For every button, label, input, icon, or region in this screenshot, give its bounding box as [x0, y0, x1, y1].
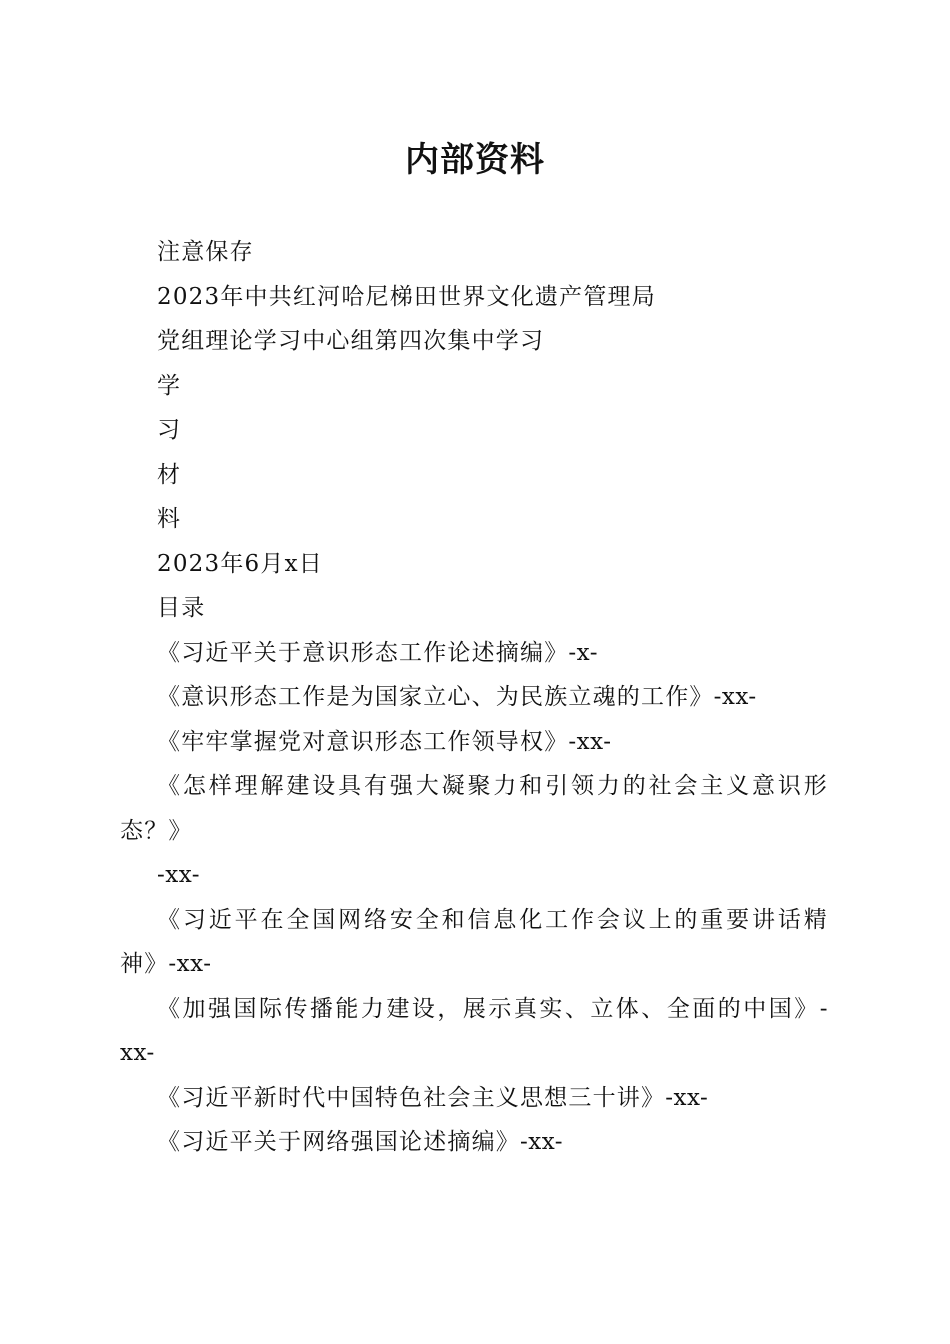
toc-item [120, 675, 828, 720]
vertical-char-2: 习 [157, 417, 182, 443]
toc-item-title: 《牢牢掌握党对意识形态工作领导权》 [157, 728, 569, 755]
toc-item [120, 720, 828, 765]
toc-item-title: 《习近平在全国网络安全和信息化工作会议上的重要讲话精神》 [120, 906, 828, 977]
page-title: 内部资料 [405, 140, 545, 180]
toc-item [120, 898, 828, 987]
toc-item [120, 631, 828, 676]
toc-item-page: -x- [568, 639, 599, 666]
organization-line: 2023年中共红河哈尼梯田世界文化遗产管理局 [157, 283, 656, 310]
toc-item-page: -xx- [168, 951, 212, 977]
toc-item-title: 《怎样理解建设具有强大凝聚力和引领力的社会主义意识形态？》 [120, 773, 828, 844]
toc-heading: 目录 [157, 595, 206, 621]
toc-item-title: 《习近平关于网络强国论述摘编》 [157, 1129, 520, 1155]
toc-item-page-line [120, 853, 828, 898]
toc-item-page: -xx- [157, 862, 201, 888]
vertical-char-1: 学 [157, 372, 182, 399]
toc-item-page: -xx- [520, 1129, 564, 1155]
toc-item-title: 《意识形态工作是为国家立心、为民族立魂的工作》 [157, 684, 714, 710]
toc-item-page: -xx- [713, 684, 757, 710]
notice-line: 注意保存 [157, 239, 254, 265]
toc-item [120, 987, 828, 1076]
toc-item [120, 1076, 828, 1121]
toc-item-title: 《习近平关于意识形态工作论述摘编》 [157, 639, 569, 666]
vertical-char-3: 材 [157, 461, 182, 488]
toc-item [120, 764, 828, 853]
toc-item-title: 《加强国际传播能力建设，展示真实、立体、全面的中国》 [157, 995, 820, 1022]
toc-item-page: -xx- [665, 1084, 709, 1111]
toc-item-page: -xx- [120, 995, 828, 1066]
toc-item [120, 1120, 828, 1165]
toc-item-title: 《习近平新时代中国特色社会主义思想三十讲》 [157, 1084, 666, 1111]
date-line: 2023年6月x日 [157, 550, 323, 577]
toc-item-page: -xx- [568, 728, 612, 755]
vertical-char-4: 料 [157, 506, 182, 532]
document-body [120, 230, 828, 1165]
session-line: 党组理论学习中心组第四次集中学习 [157, 328, 545, 354]
